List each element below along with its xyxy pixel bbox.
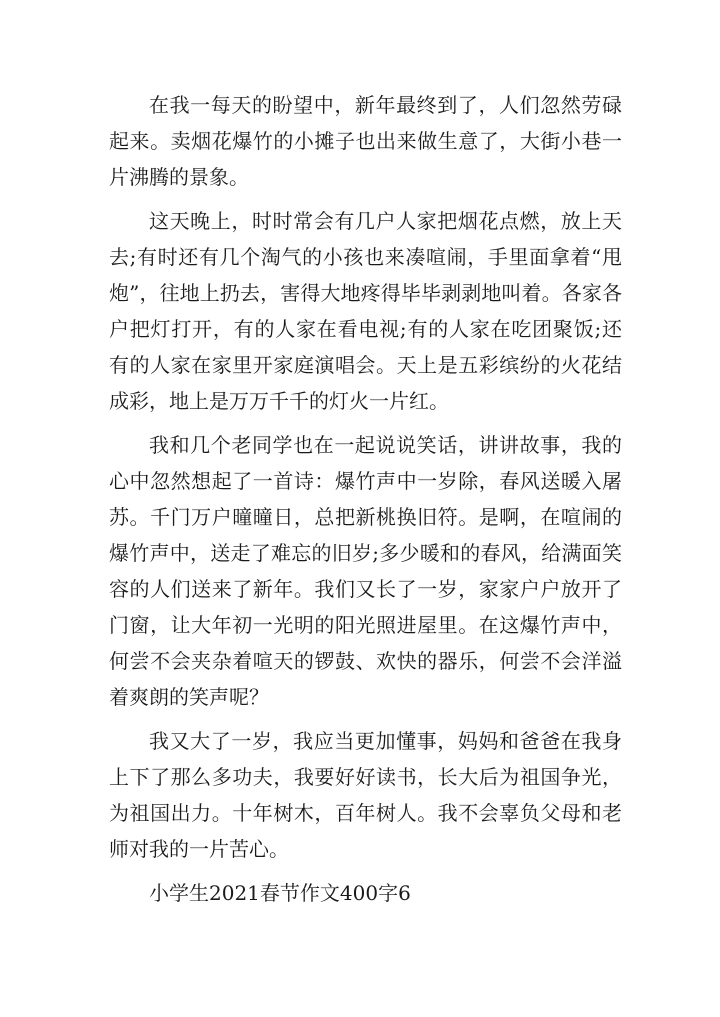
next-article-title: 小学生2021春节作文400字6 — [149, 881, 411, 905]
paragraph-2: 这天晚上，时时常会有几户人家把烟花点燃，放上天去;有时还有几个淘气的小孩也来凑喧闹，手里面拿着“甩炮”，往地上扔去，害得大地疼得毕毕剥剥地叫着。各家各户把灯打开，有的人家在看电视;有的人家在吃团聚饭;还有的人家在家里开家庭演唱会。天上是五彩缤纷的火花结成彩，地上是万万千千的灯火一片红。 — [109, 209, 622, 413]
paragraph-1: 在我一每天的盼望中，新年最终到了，人们忽然劳碌起来。卖烟花爆竹的小摊子也出来做生意了，大街小巷一片沸腾的景象。 — [109, 93, 622, 189]
article-body — [109, 87, 622, 911]
paragraph-3: 我和几个老同学也在一起说说笑话，讲讲故事，我的心中忽然想起了一首诗：爆竹声中一岁除，春风送暖入屠苏。千门万户曈曈日，总把新桃换旧符。是啊，在喧闹的爆竹声中，送走了难忘的旧岁;多少暖和的春风，给满面笑容的人们送来了新年。我们又长了一岁，家家户户放开了门窗，让大年初一光明的阳光照进屋里。在这爆竹声中，何尝不会夹杂着喧天的锣鼓、欢快的器乐，何尝不会洋溢着爽朗的笑声呢？ — [109, 433, 622, 709]
paragraph-4: 我又大了一岁，我应当更加懂事，妈妈和爸爸在我身上下了那么多功夫，我要好好读书，长大后为祖国争光，为祖国出力。十年树木，百年树人。我不会辜负父母和老师对我的一片苦心。 — [109, 729, 622, 861]
